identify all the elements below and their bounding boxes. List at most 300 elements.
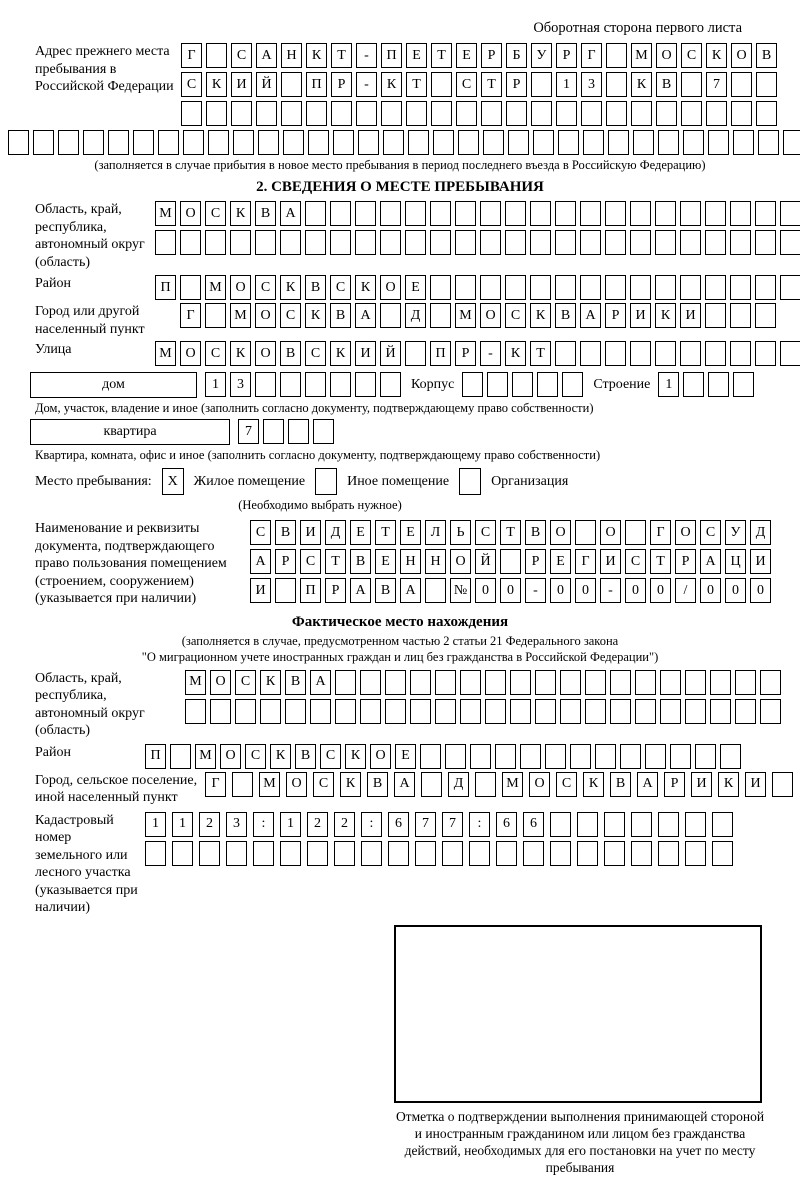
char-cell[interactable]: 1 — [556, 72, 577, 97]
char-cell[interactable] — [531, 72, 552, 97]
char-cell[interactable] — [581, 101, 602, 126]
char-cell[interactable]: Д — [325, 520, 346, 545]
char-cell[interactable]: К — [655, 303, 676, 328]
char-cell[interactable] — [285, 699, 306, 724]
char-cell[interactable]: Т — [481, 72, 502, 97]
char-cell[interactable] — [208, 130, 229, 155]
char-cell[interactable]: В — [275, 520, 296, 545]
char-cell[interactable]: Г — [181, 43, 202, 68]
char-cell[interactable] — [545, 744, 566, 769]
char-cell[interactable] — [280, 372, 301, 397]
char-cell[interactable] — [658, 130, 679, 155]
char-cell[interactable]: Р — [556, 43, 577, 68]
char-cell[interactable]: Р — [605, 303, 626, 328]
char-cell[interactable]: Е — [406, 43, 427, 68]
char-cell[interactable] — [445, 744, 466, 769]
char-cell[interactable]: Е — [350, 520, 371, 545]
char-cell[interactable]: Е — [456, 43, 477, 68]
char-cell[interactable] — [708, 130, 729, 155]
char-cell[interactable]: С — [700, 520, 721, 545]
char-cell[interactable]: О — [600, 520, 621, 545]
char-cell[interactable] — [206, 101, 227, 126]
char-cell[interactable] — [253, 841, 274, 866]
char-cell[interactable] — [172, 841, 193, 866]
char-cell[interactable] — [480, 230, 501, 255]
char-cell[interactable] — [550, 812, 571, 837]
char-cell[interactable] — [381, 101, 402, 126]
char-cell[interactable] — [355, 230, 376, 255]
char-cell[interactable]: 6 — [388, 812, 409, 837]
char-cell[interactable] — [783, 130, 800, 155]
char-cell[interactable] — [487, 372, 508, 397]
char-cell[interactable] — [330, 201, 351, 226]
char-cell[interactable]: В — [525, 520, 546, 545]
char-cell[interactable]: 2 — [334, 812, 355, 837]
char-cell[interactable]: К — [631, 72, 652, 97]
char-cell[interactable] — [555, 230, 576, 255]
char-cell[interactable]: О — [450, 549, 471, 574]
char-cell[interactable] — [606, 101, 627, 126]
char-cell[interactable] — [385, 699, 406, 724]
char-cell[interactable] — [469, 841, 490, 866]
char-cell[interactable] — [755, 230, 776, 255]
char-cell[interactable] — [705, 275, 726, 300]
char-cell[interactable] — [330, 372, 351, 397]
char-cell[interactable]: 0 — [725, 578, 746, 603]
char-cell[interactable] — [361, 841, 382, 866]
char-cell[interactable] — [705, 230, 726, 255]
other-premise-checkbox[interactable] — [315, 468, 337, 495]
char-cell[interactable]: В — [350, 549, 371, 574]
char-cell[interactable] — [483, 130, 504, 155]
char-cell[interactable] — [462, 372, 483, 397]
char-cell[interactable]: К — [706, 43, 727, 68]
char-cell[interactable]: К — [260, 670, 281, 695]
char-cell[interactable] — [580, 275, 601, 300]
char-cell[interactable]: И — [630, 303, 651, 328]
char-cell[interactable]: С — [205, 201, 226, 226]
char-cell[interactable] — [481, 101, 502, 126]
char-cell[interactable]: С — [280, 303, 301, 328]
char-cell[interactable]: Е — [405, 275, 426, 300]
char-cell[interactable]: Й — [475, 549, 496, 574]
char-cell[interactable]: С — [313, 772, 334, 797]
char-cell[interactable] — [210, 699, 231, 724]
char-cell[interactable] — [780, 275, 800, 300]
char-cell[interactable] — [388, 841, 409, 866]
char-cell[interactable] — [780, 341, 800, 366]
char-cell[interactable]: 0 — [650, 578, 671, 603]
char-cell[interactable]: И — [680, 303, 701, 328]
char-cell[interactable]: Н — [281, 43, 302, 68]
char-cell[interactable] — [433, 130, 454, 155]
char-cell[interactable]: С — [300, 549, 321, 574]
char-cell[interactable] — [505, 201, 526, 226]
char-cell[interactable] — [456, 101, 477, 126]
char-cell[interactable]: В — [330, 303, 351, 328]
char-cell[interactable]: О — [550, 520, 571, 545]
char-cell[interactable]: П — [430, 341, 451, 366]
char-cell[interactable]: В — [255, 201, 276, 226]
char-cell[interactable]: Г — [650, 520, 671, 545]
char-cell[interactable]: 6 — [523, 812, 544, 837]
char-cell[interactable]: Т — [650, 549, 671, 574]
char-cell[interactable] — [408, 130, 429, 155]
char-cell[interactable] — [695, 744, 716, 769]
char-cell[interactable] — [758, 130, 779, 155]
char-cell[interactable]: П — [381, 43, 402, 68]
char-cell[interactable] — [430, 230, 451, 255]
char-cell[interactable] — [735, 699, 756, 724]
char-cell[interactable]: М — [455, 303, 476, 328]
char-cell[interactable] — [685, 699, 706, 724]
char-cell[interactable] — [605, 230, 626, 255]
char-cell[interactable] — [307, 841, 328, 866]
char-cell[interactable]: 0 — [625, 578, 646, 603]
char-cell[interactable] — [681, 72, 702, 97]
char-cell[interactable]: О — [370, 744, 391, 769]
char-cell[interactable] — [658, 841, 679, 866]
char-cell[interactable]: А — [580, 303, 601, 328]
char-cell[interactable]: 7 — [238, 419, 259, 444]
char-cell[interactable] — [305, 372, 326, 397]
char-cell[interactable] — [531, 101, 552, 126]
char-cell[interactable] — [630, 275, 651, 300]
char-cell[interactable] — [577, 841, 598, 866]
char-cell[interactable]: - — [600, 578, 621, 603]
char-cell[interactable]: Д — [405, 303, 426, 328]
char-cell[interactable] — [712, 812, 733, 837]
char-cell[interactable]: Е — [400, 520, 421, 545]
char-cell[interactable] — [421, 772, 442, 797]
char-cell[interactable]: Р — [331, 72, 352, 97]
char-cell[interactable]: О — [180, 341, 201, 366]
char-cell[interactable] — [480, 201, 501, 226]
char-cell[interactable] — [181, 101, 202, 126]
char-cell[interactable] — [570, 744, 591, 769]
char-cell[interactable]: Т — [406, 72, 427, 97]
char-cell[interactable] — [485, 670, 506, 695]
char-cell[interactable] — [470, 744, 491, 769]
char-cell[interactable] — [235, 699, 256, 724]
char-cell[interactable]: - — [356, 43, 377, 68]
char-cell[interactable]: О — [255, 341, 276, 366]
char-cell[interactable] — [255, 230, 276, 255]
char-cell[interactable]: О — [220, 744, 241, 769]
char-cell[interactable]: 0 — [550, 578, 571, 603]
char-cell[interactable] — [496, 841, 517, 866]
char-cell[interactable]: С — [231, 43, 252, 68]
char-cell[interactable] — [604, 812, 625, 837]
char-cell[interactable] — [730, 275, 751, 300]
char-cell[interactable] — [680, 275, 701, 300]
char-cell[interactable]: О — [255, 303, 276, 328]
char-cell[interactable]: - — [356, 72, 377, 97]
char-cell[interactable] — [185, 699, 206, 724]
char-cell[interactable]: С — [320, 744, 341, 769]
char-cell[interactable]: С — [181, 72, 202, 97]
char-cell[interactable] — [523, 841, 544, 866]
char-cell[interactable]: Р — [455, 341, 476, 366]
char-cell[interactable]: П — [145, 744, 166, 769]
char-cell[interactable] — [280, 841, 301, 866]
char-cell[interactable]: Й — [380, 341, 401, 366]
char-cell[interactable] — [670, 744, 691, 769]
char-cell[interactable] — [635, 699, 656, 724]
char-cell[interactable] — [733, 130, 754, 155]
char-cell[interactable] — [656, 101, 677, 126]
char-cell[interactable]: М — [502, 772, 523, 797]
char-cell[interactable] — [310, 699, 331, 724]
char-cell[interactable] — [455, 230, 476, 255]
char-cell[interactable] — [260, 699, 281, 724]
char-cell[interactable]: Д — [750, 520, 771, 545]
char-cell[interactable] — [360, 670, 381, 695]
char-cell[interactable] — [577, 812, 598, 837]
char-cell[interactable] — [645, 744, 666, 769]
char-cell[interactable]: Л — [425, 520, 446, 545]
char-cell[interactable]: : — [469, 812, 490, 837]
char-cell[interactable]: С — [681, 43, 702, 68]
char-cell[interactable]: Т — [530, 341, 551, 366]
char-cell[interactable]: С — [205, 341, 226, 366]
char-cell[interactable]: К — [355, 275, 376, 300]
char-cell[interactable] — [305, 201, 326, 226]
char-cell[interactable] — [199, 841, 220, 866]
char-cell[interactable] — [258, 130, 279, 155]
char-cell[interactable]: П — [306, 72, 327, 97]
char-cell[interactable] — [331, 101, 352, 126]
char-cell[interactable] — [537, 372, 558, 397]
char-cell[interactable] — [705, 303, 726, 328]
char-cell[interactable] — [730, 201, 751, 226]
char-cell[interactable] — [308, 130, 329, 155]
char-cell[interactable]: К — [305, 303, 326, 328]
house-type-box[interactable]: дом — [30, 372, 197, 398]
char-cell[interactable]: М — [631, 43, 652, 68]
char-cell[interactable] — [313, 419, 334, 444]
char-cell[interactable] — [550, 841, 571, 866]
char-cell[interactable] — [355, 372, 376, 397]
char-cell[interactable] — [705, 201, 726, 226]
char-cell[interactable] — [306, 101, 327, 126]
char-cell[interactable]: Т — [331, 43, 352, 68]
char-cell[interactable] — [772, 772, 793, 797]
char-cell[interactable]: 2 — [199, 812, 220, 837]
char-cell[interactable] — [170, 744, 191, 769]
char-cell[interactable]: А — [256, 43, 277, 68]
char-cell[interactable]: В — [375, 578, 396, 603]
char-cell[interactable] — [405, 230, 426, 255]
char-cell[interactable]: В — [656, 72, 677, 97]
char-cell[interactable] — [585, 699, 606, 724]
char-cell[interactable] — [595, 744, 616, 769]
char-cell[interactable]: К — [718, 772, 739, 797]
char-cell[interactable] — [226, 841, 247, 866]
char-cell[interactable]: 2 — [307, 812, 328, 837]
char-cell[interactable] — [155, 230, 176, 255]
residential-checkbox[interactable]: X — [162, 468, 184, 495]
char-cell[interactable] — [730, 303, 751, 328]
char-cell[interactable] — [305, 230, 326, 255]
char-cell[interactable]: С — [456, 72, 477, 97]
char-cell[interactable] — [706, 101, 727, 126]
char-cell[interactable] — [555, 341, 576, 366]
char-cell[interactable]: А — [355, 303, 376, 328]
char-cell[interactable] — [610, 699, 631, 724]
char-cell[interactable] — [475, 772, 496, 797]
char-cell[interactable] — [380, 303, 401, 328]
char-cell[interactable] — [334, 841, 355, 866]
char-cell[interactable]: В — [280, 341, 301, 366]
char-cell[interactable] — [680, 230, 701, 255]
char-cell[interactable] — [406, 101, 427, 126]
char-cell[interactable]: Е — [375, 549, 396, 574]
char-cell[interactable] — [460, 699, 481, 724]
char-cell[interactable] — [610, 670, 631, 695]
char-cell[interactable]: Г — [205, 772, 226, 797]
char-cell[interactable] — [330, 230, 351, 255]
char-cell[interactable] — [635, 670, 656, 695]
char-cell[interactable] — [495, 744, 516, 769]
char-cell[interactable]: А — [700, 549, 721, 574]
char-cell[interactable] — [530, 230, 551, 255]
char-cell[interactable]: Г — [575, 549, 596, 574]
char-cell[interactable]: И — [355, 341, 376, 366]
char-cell[interactable]: Й — [256, 72, 277, 97]
char-cell[interactable] — [256, 101, 277, 126]
char-cell[interactable]: 1 — [658, 372, 679, 397]
char-cell[interactable] — [780, 230, 800, 255]
char-cell[interactable]: 3 — [581, 72, 602, 97]
char-cell[interactable] — [575, 520, 596, 545]
char-cell[interactable] — [180, 275, 201, 300]
char-cell[interactable] — [506, 101, 527, 126]
char-cell[interactable]: О — [731, 43, 752, 68]
char-cell[interactable]: Р — [675, 549, 696, 574]
char-cell[interactable]: А — [350, 578, 371, 603]
char-cell[interactable] — [508, 130, 529, 155]
char-cell[interactable] — [455, 275, 476, 300]
char-cell[interactable] — [712, 841, 733, 866]
char-cell[interactable]: У — [531, 43, 552, 68]
char-cell[interactable] — [605, 341, 626, 366]
char-cell[interactable]: Б — [506, 43, 527, 68]
char-cell[interactable] — [630, 341, 651, 366]
char-cell[interactable] — [380, 372, 401, 397]
char-cell[interactable]: Т — [375, 520, 396, 545]
char-cell[interactable]: 6 — [496, 812, 517, 837]
char-cell[interactable]: М — [205, 275, 226, 300]
char-cell[interactable] — [530, 275, 551, 300]
char-cell[interactable] — [145, 841, 166, 866]
char-cell[interactable] — [280, 230, 301, 255]
char-cell[interactable] — [555, 201, 576, 226]
char-cell[interactable]: В — [295, 744, 316, 769]
char-cell[interactable]: И — [250, 578, 271, 603]
char-cell[interactable]: К — [530, 303, 551, 328]
char-cell[interactable] — [380, 230, 401, 255]
char-cell[interactable] — [505, 275, 526, 300]
char-cell[interactable] — [512, 372, 533, 397]
char-cell[interactable] — [620, 744, 641, 769]
char-cell[interactable] — [756, 101, 777, 126]
char-cell[interactable]: 7 — [415, 812, 436, 837]
char-cell[interactable] — [755, 303, 776, 328]
char-cell[interactable] — [730, 230, 751, 255]
char-cell[interactable] — [780, 201, 800, 226]
char-cell[interactable] — [275, 578, 296, 603]
char-cell[interactable] — [8, 130, 29, 155]
char-cell[interactable] — [205, 303, 226, 328]
char-cell[interactable]: : — [361, 812, 382, 837]
char-cell[interactable]: М — [155, 201, 176, 226]
char-cell[interactable]: О — [180, 201, 201, 226]
char-cell[interactable] — [658, 812, 679, 837]
char-cell[interactable] — [631, 841, 652, 866]
char-cell[interactable] — [604, 841, 625, 866]
char-cell[interactable]: № — [450, 578, 471, 603]
char-cell[interactable]: М — [155, 341, 176, 366]
char-cell[interactable]: О — [529, 772, 550, 797]
char-cell[interactable] — [455, 201, 476, 226]
char-cell[interactable]: - — [525, 578, 546, 603]
char-cell[interactable] — [255, 372, 276, 397]
char-cell[interactable]: В — [285, 670, 306, 695]
char-cell[interactable]: М — [195, 744, 216, 769]
char-cell[interactable]: И — [691, 772, 712, 797]
char-cell[interactable] — [585, 670, 606, 695]
char-cell[interactable] — [710, 699, 731, 724]
char-cell[interactable] — [108, 130, 129, 155]
char-cell[interactable]: 1 — [145, 812, 166, 837]
char-cell[interactable]: К — [230, 201, 251, 226]
char-cell[interactable]: 0 — [700, 578, 721, 603]
char-cell[interactable] — [431, 101, 452, 126]
char-cell[interactable] — [655, 341, 676, 366]
char-cell[interactable] — [683, 372, 704, 397]
char-cell[interactable] — [410, 699, 431, 724]
char-cell[interactable] — [442, 841, 463, 866]
char-cell[interactable]: В — [367, 772, 388, 797]
char-cell[interactable] — [731, 72, 752, 97]
char-cell[interactable]: У — [725, 520, 746, 545]
char-cell[interactable] — [500, 549, 521, 574]
char-cell[interactable] — [425, 578, 446, 603]
char-cell[interactable] — [158, 130, 179, 155]
char-cell[interactable]: / — [675, 578, 696, 603]
char-cell[interactable] — [556, 101, 577, 126]
char-cell[interactable] — [735, 670, 756, 695]
char-cell[interactable] — [505, 230, 526, 255]
char-cell[interactable]: К — [583, 772, 604, 797]
char-cell[interactable]: Е — [550, 549, 571, 574]
char-cell[interactable] — [355, 201, 376, 226]
char-cell[interactable] — [606, 43, 627, 68]
char-cell[interactable]: Н — [400, 549, 421, 574]
char-cell[interactable]: С — [475, 520, 496, 545]
char-cell[interactable]: К — [345, 744, 366, 769]
char-cell[interactable]: И — [231, 72, 252, 97]
char-cell[interactable]: Р — [664, 772, 685, 797]
char-cell[interactable] — [83, 130, 104, 155]
char-cell[interactable] — [680, 341, 701, 366]
char-cell[interactable]: 3 — [226, 812, 247, 837]
char-cell[interactable] — [605, 275, 626, 300]
char-cell[interactable]: А — [637, 772, 658, 797]
char-cell[interactable] — [435, 699, 456, 724]
char-cell[interactable] — [180, 230, 201, 255]
